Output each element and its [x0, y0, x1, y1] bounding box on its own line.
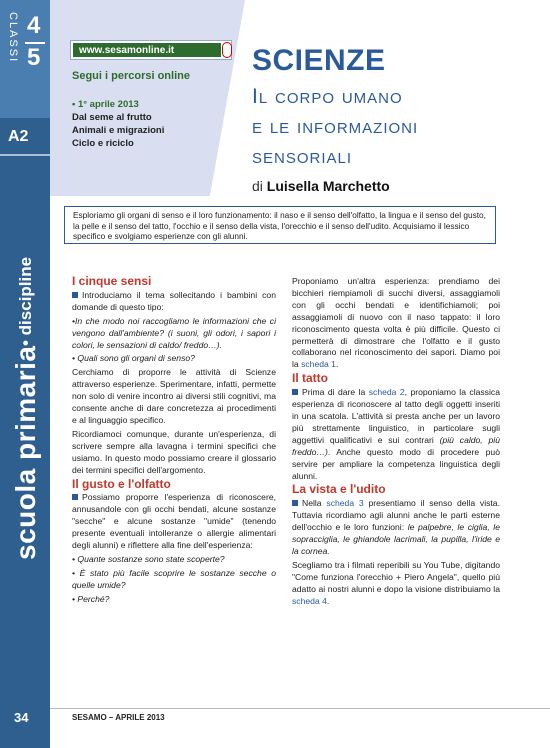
text: Proponiamo un'altra esperienza: prendiamo dei bicchieri riempiamoli di succhi diversi, assaggiamoli con gli occhi bendati e identifichiamoli; poi assaggiamoli di nuovo con il naso tappato: il loro riconoscimento questa volta è più difficile. Questo ci permetterà di dimostrare che l'olfatto e il gusto collaborano nel riconoscimento dei sapori. Diamo poi la [292, 276, 500, 370]
text: Nella [302, 498, 327, 509]
paragraph: Cerchiamo di proporre le attività di Scienze attraverso esperienze. Sperimentare, infatti, permette non solo di venire incontro ai diversi stili cognitivi, ma consente anche di dare concretezza ai procedimenti e al linguaggio specifico. [72, 367, 276, 425]
paragraph [72, 290, 276, 314]
paragraph [72, 492, 276, 552]
paragraph [292, 560, 500, 608]
subtitle-line: Il corpo umano [252, 85, 403, 108]
code-rule [0, 154, 50, 156]
text: presentiamo il senso della vista. Tuttavia ricordiamo agli alunni anche le parti esterne dell'occhio e le loro funzioni: [292, 498, 500, 533]
question: • Perché? [72, 593, 110, 604]
question: • Quali sono gli organi di senso? [72, 353, 195, 364]
section-small: • discipline [16, 256, 35, 346]
text: le palpebre, le ciglia, le sopracciglia, le ghiandole lacrimali, la pupilla, l'iride e la cornea. [292, 522, 500, 556]
follow-label: Segui i percorsi online [72, 70, 190, 82]
text: (più caldo, più freddo…) [292, 434, 500, 457]
list-item: Ciclo e riciclo [72, 138, 134, 149]
paragraph-text: Possiamo proporre l'esperienza di riconoscere, annusandole con gli occhi bendati, alcune sostanze "secche" e alcune sostanze "umide" (tenendo presente eventuali intolleranze o allergie alimentari degli alunni) e riflettere alla fine dell'esperienza: [72, 492, 276, 551]
author: Luisella Marchetto [266, 178, 390, 194]
bullet-square-icon [292, 500, 298, 506]
byline [252, 178, 390, 194]
site-link[interactable] [70, 40, 232, 60]
text: . [326, 595, 330, 606]
subtitle-line: sensoriali [252, 145, 353, 168]
list-item: Dal seme al frutto [72, 112, 152, 123]
list-item: • 1° aprile 2013 [72, 99, 139, 110]
question: •In che modo noi raccogliamo le informazioni che ci vengono dall'ambiente? (i suoni, gli odori, i sapori i colori, le sensazioni di caldo/ freddo…). [72, 315, 276, 350]
page-title: SCIENZE [252, 44, 386, 77]
mouse-icon [222, 42, 232, 58]
left-column [72, 274, 276, 608]
classi-label: CLASSI [7, 12, 19, 64]
page-subtitle [252, 82, 418, 172]
bullet-square-icon [72, 292, 78, 298]
page-number: 34 [14, 710, 29, 725]
heading-gusto-olfatto: Il gusto e l'olfatto [72, 476, 171, 491]
section-big: scuola primaria [10, 345, 41, 560]
list-item: Animali e migrazioni [72, 125, 165, 136]
scheda-3-link[interactable]: scheda 3 [326, 498, 364, 509]
text: . Anche questo modo di procedere può servire per ampliare la competenza linguistica degli alunni. [292, 446, 500, 481]
footer: SESAMO – APRILE 2013 [72, 713, 165, 722]
heading-tatto: Il tatto [292, 371, 328, 386]
subtitle-line: e le informazioni [252, 115, 419, 138]
question: • È stato più facile scoprire le sostanze secche o quelle umide? [72, 567, 276, 590]
byline-prefix: di [252, 178, 267, 194]
section-code: A2 [8, 128, 29, 145]
grade-5: 5 [27, 44, 41, 71]
paragraph [292, 276, 500, 371]
footer-rule [50, 708, 550, 709]
text: Prima di dare la [302, 387, 369, 398]
paragraph [292, 387, 500, 482]
bullet-square-icon [292, 389, 298, 395]
section-label [8, 200, 44, 560]
paragraph-text: Introduciamo il tema sollecitando i bambini con domande di questo tipo: [72, 289, 276, 312]
scheda-4-link[interactable]: scheda 4 [292, 595, 327, 606]
site-url: www.sesamonline.it [73, 43, 221, 57]
bullet-square-icon [72, 494, 78, 500]
heading-vista-udito: La vista e l'udito [292, 482, 386, 497]
paragraph [292, 498, 500, 558]
scheda-1-link[interactable]: scheda 1 [301, 359, 336, 370]
text: . [335, 359, 339, 370]
scheda-2-link[interactable]: scheda 2 [368, 387, 405, 398]
paragraph: Ricordiamoci comunque, durante un'esperienza, di scrivere sempre alla lavagna i termini specifici che usiamo. In questo modo possiamo creare il glossario dei termini specifici dell'argomento. [72, 428, 276, 475]
text: , proponiamo la classica esperienza di riconoscere al tatto degli oggetti inseriti in una scatola. L'attività si presta anche per un lavoro più strettamente linguistico, in particolare sugli aggettivi qualificativi e sui contrari [292, 387, 500, 445]
heading-cinque-sensi: I cinque sensi [72, 274, 152, 288]
intro-box: Esploriamo gli organi di senso e il loro funzionamento: il naso e il senso dell'olfatto, la lingua e il senso del gusto, la pelle e il senso del tatto, l'occhio e il senso della vista, l'orecchio e il senso dell'udito. Acquisiamo il lessico specifico e svolgiamo esperienze con gli alunni. [64, 206, 496, 244]
text: Scegliamo tra i filmati reperibili su You Tube, digitando "Come funziona l'orecchio + Piero Angela", quello più adatto ai nostri alunni e dopo la visione distribuiamo la [292, 559, 500, 594]
right-column [292, 276, 500, 609]
grade-4: 4 [27, 12, 41, 39]
question: • Quante sostanze sono state scoperte? [72, 553, 225, 564]
online-list [72, 98, 164, 150]
